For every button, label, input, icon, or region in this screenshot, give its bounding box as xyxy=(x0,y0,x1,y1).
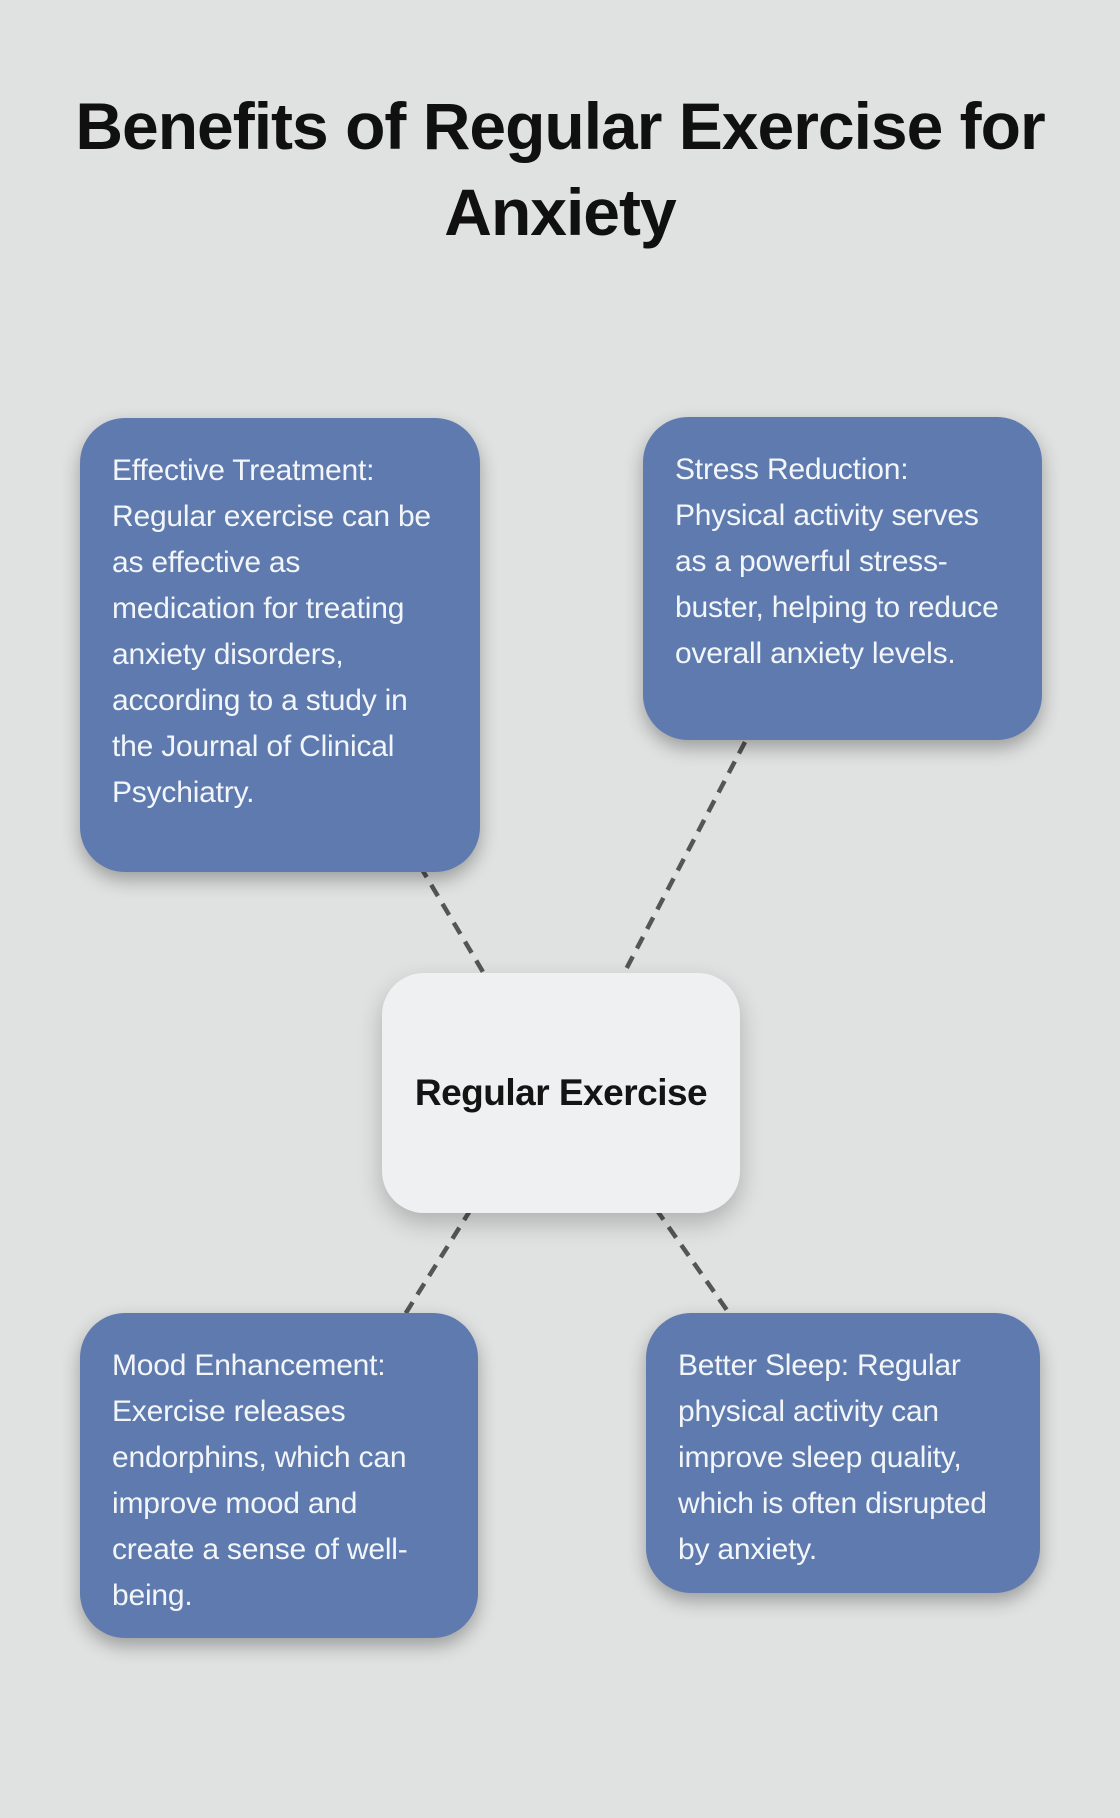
node-text-effective-treatment: Effective Treatment: Regular exercise can be as effective as medication for treating anxiety disorders, according to a study in the Journal of Clinical Psychiatry. xyxy=(112,454,431,809)
node-stress-reduction xyxy=(643,417,1042,740)
page-title: Benefits of Regular Exercise for Anxiety xyxy=(75,89,1045,249)
connector-line-mood-enhancement xyxy=(404,1209,471,1316)
connector-line-effective-treatment xyxy=(420,866,486,977)
connector-line-better-sleep xyxy=(656,1209,731,1316)
connector-line-stress-reduction xyxy=(622,742,745,977)
center-node-regular-exercise xyxy=(382,973,740,1213)
node-text-stress-reduction: Stress Reduction: Physical activity serves as a powerful stress-buster, helping to reduce overall anxiety levels. xyxy=(675,453,999,670)
node-text-better-sleep: Better Sleep: Regular physical activity can improve sleep quality, which is often disrupted by anxiety. xyxy=(678,1349,987,1566)
node-mood-enhancement xyxy=(80,1313,478,1638)
node-better-sleep xyxy=(646,1313,1040,1593)
center-node-label: Regular Exercise xyxy=(414,1072,708,1113)
node-text-mood-enhancement: Mood Enhancement: Exercise releases endorphins, which can improve mood and create a sense of well-being. xyxy=(112,1349,408,1612)
node-effective-treatment xyxy=(80,418,480,872)
